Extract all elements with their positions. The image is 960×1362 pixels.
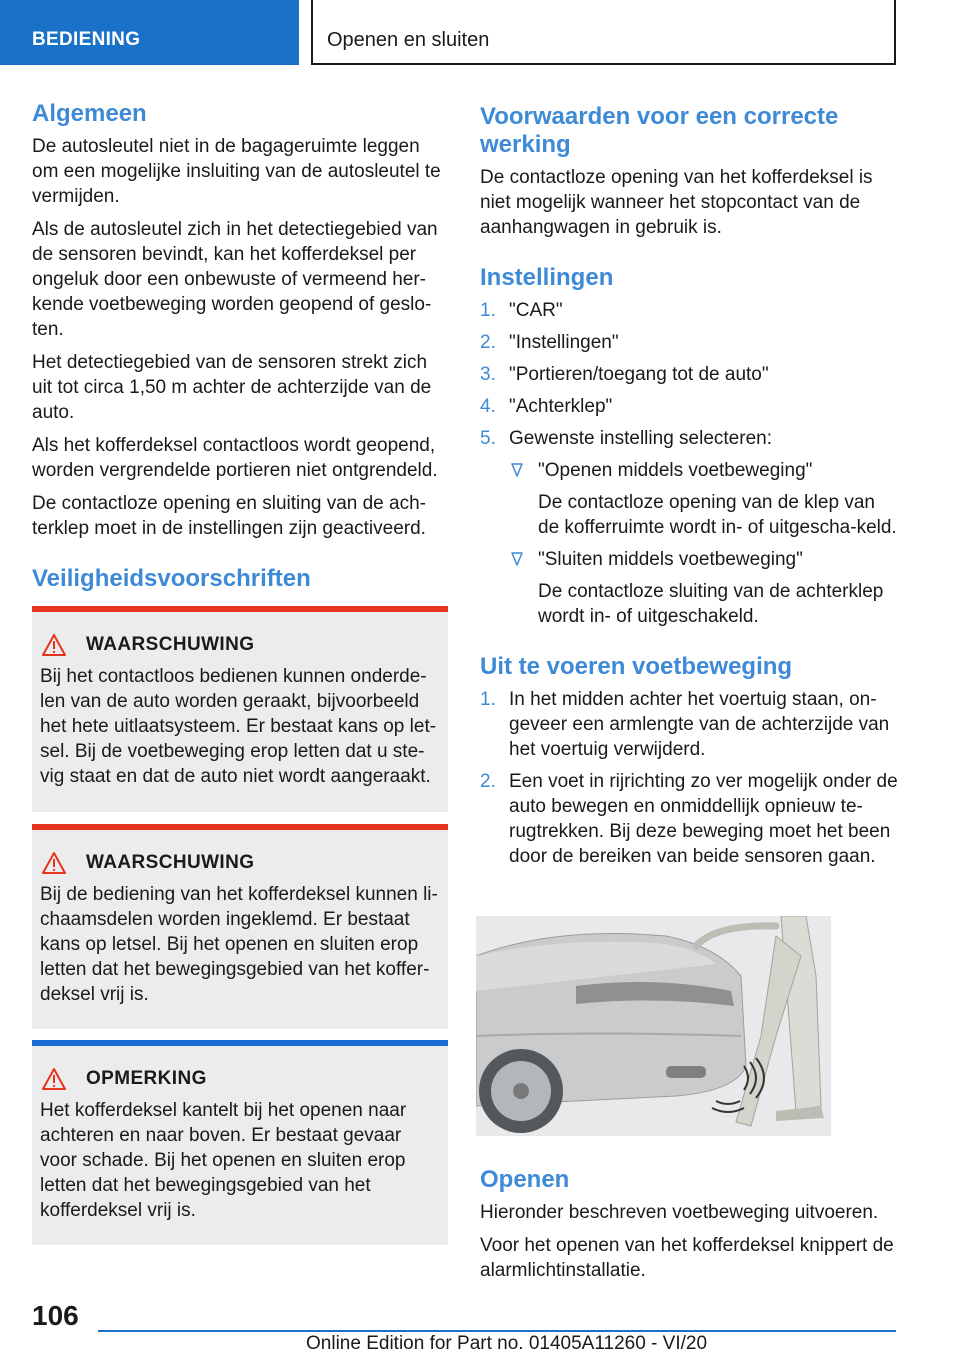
paragraph: Voor het openen van het kofferdeksel knippert de alarmlichtinstallatie. bbox=[480, 1235, 894, 1281]
settings-list bbox=[480, 298, 900, 451]
chapter-title-box bbox=[311, 0, 896, 65]
list-item bbox=[480, 426, 900, 451]
car-rear-foot-sensor-image bbox=[476, 916, 831, 1136]
note-box bbox=[32, 1040, 448, 1245]
paragraph: Als het kofferdeksel contactloos wordt geopend, worden vergrendelde portieren niet ontgrendeld. bbox=[32, 435, 438, 481]
triangle-bullet-icon bbox=[511, 463, 523, 477]
warning-triangle-icon bbox=[42, 634, 66, 656]
paragraph: De autosleutel niet in de bagageruimte leggen om een mogelijke insluiting van de autosleutel te vermijden. bbox=[32, 136, 441, 207]
warning-title: WAARSCHUWING bbox=[86, 634, 255, 655]
warning-triangle-icon bbox=[42, 852, 66, 874]
right-column bbox=[480, 103, 900, 869]
list-text: Een voet in rijrichting zo ver mogelijk onder de auto bewegen en onmiddellijk opnieuw te‐rugtrekken. Bij deze beweging moet het been door de bereiken van beide sensoren gaan. bbox=[509, 771, 898, 867]
heading-voorwaarden: Voorwaarden voor een correcte werking bbox=[480, 103, 839, 158]
option-label: "Openen middels voetbeweging" bbox=[538, 460, 813, 481]
note-title: OPMERKING bbox=[86, 1068, 207, 1089]
list-number: 2. bbox=[480, 771, 496, 792]
option-item bbox=[480, 547, 900, 629]
page-number: 106 bbox=[32, 1300, 79, 1331]
edition-footer: Online Edition for Part no. 01405A11260 - VI/20 bbox=[306, 1333, 708, 1354]
warning-box bbox=[32, 606, 448, 812]
note-text: Het kofferdeksel kantelt bij het openen naar achteren en naar boven. Er bestaat gevaar voor schade. Bij het openen en sluiten erop letten dat het bewegingsgebied van het kofferdeksel vrij is. bbox=[40, 1100, 407, 1221]
openen-section bbox=[480, 1166, 900, 1283]
paragraph: Hieronder beschreven voetbeweging uitvoeren. bbox=[480, 1202, 879, 1223]
section-tab bbox=[0, 0, 299, 65]
steps-list bbox=[480, 687, 900, 869]
list-text: Gewenste instelling selecteren: bbox=[509, 428, 772, 449]
list-number: 1. bbox=[480, 300, 496, 321]
option-item bbox=[480, 458, 900, 540]
warning-title: WAARSCHUWING bbox=[86, 852, 255, 873]
list-number: 1. bbox=[480, 689, 496, 710]
triangle-bullet-icon bbox=[511, 552, 523, 566]
paragraph: Als de autosleutel zich in het detectiegebied van de sensoren bevindt, kan het kofferdeksel per ongeluk door een onbewuste of vermeend her‐kende voetbeweging worden geopend of geslo‐ten. bbox=[32, 219, 438, 340]
list-text: "Instellingen" bbox=[509, 332, 619, 353]
list-text: "CAR" bbox=[509, 300, 563, 321]
list-item bbox=[480, 769, 900, 869]
left-column bbox=[32, 100, 448, 593]
paragraph: De contactloze opening van het kofferdeksel is niet mogelijk wanneer het stopcontact van de aanhangwagen in gebruik is. bbox=[480, 167, 873, 238]
heading-algemeen: Algemeen bbox=[32, 100, 147, 127]
heading-instellingen: Instellingen bbox=[480, 264, 614, 291]
list-number: 2. bbox=[480, 332, 496, 353]
paragraph: De contactloze opening en sluiting van de ach‐terklep moet in de instellingen zijn geactiveerd. bbox=[32, 493, 426, 539]
warning-box bbox=[32, 824, 448, 1029]
chapter-title: Openen en sluiten bbox=[327, 29, 490, 51]
option-description: De contactloze sluiting van de achterklep wordt in- of uitgeschakeld. bbox=[538, 581, 884, 627]
section-label: BEDIENING bbox=[32, 29, 141, 50]
list-item bbox=[480, 362, 900, 387]
list-item bbox=[480, 298, 900, 323]
list-item bbox=[480, 687, 900, 762]
list-number: 4. bbox=[480, 396, 496, 417]
foot-gesture-illustration bbox=[476, 916, 831, 1136]
attention-triangle-icon bbox=[42, 1068, 66, 1090]
warning-text: Bij de bediening van het kofferdeksel kunnen li‐chaamsdelen worden ingeklemd. Er bestaat kans op letsel. Bij het openen en sluiten erop letten dat het bewegingsgebied van het koffer‐deksel vrij is. bbox=[40, 884, 438, 1005]
heading-veiligheid: Veiligheidsvoorschriften bbox=[32, 565, 311, 592]
option-label: "Sluiten middels voetbeweging" bbox=[538, 549, 803, 570]
list-text: In het midden achter het voertuig staan, on‐geveer een armlengte van de achterzijde van het voertuig verwijderd. bbox=[509, 689, 890, 760]
heading-openen: Openen bbox=[480, 1166, 570, 1193]
list-text: "Portieren/toegang tot de auto" bbox=[509, 364, 769, 385]
list-text: "Achterklep" bbox=[509, 396, 613, 417]
footer-rule bbox=[98, 1330, 896, 1332]
list-number: 3. bbox=[480, 364, 496, 385]
option-description: De contactloze opening van de klep van de kofferruimte wordt in- of uitgescha‐keld. bbox=[538, 492, 897, 538]
heading-voetbeweging: Uit te voeren voetbeweging bbox=[480, 653, 793, 680]
list-item bbox=[480, 394, 900, 419]
list-item bbox=[480, 330, 900, 355]
list-number: 5. bbox=[480, 428, 496, 449]
paragraph: Het detectiegebied van de sensoren strekt zich uit tot circa 1,50 m achter de achterzijde van de auto. bbox=[32, 352, 432, 423]
warning-text: Bij het contactloos bedienen kunnen onderde‐len van de auto worden geraakt, bijvoorbeeld het hete uitlaatsysteem. Er bestaat kans op let‐sel. Bij de voetbeweging erop letten dat u ste‐vig staat en dat de auto niet wordt aangeraakt. bbox=[40, 666, 437, 787]
